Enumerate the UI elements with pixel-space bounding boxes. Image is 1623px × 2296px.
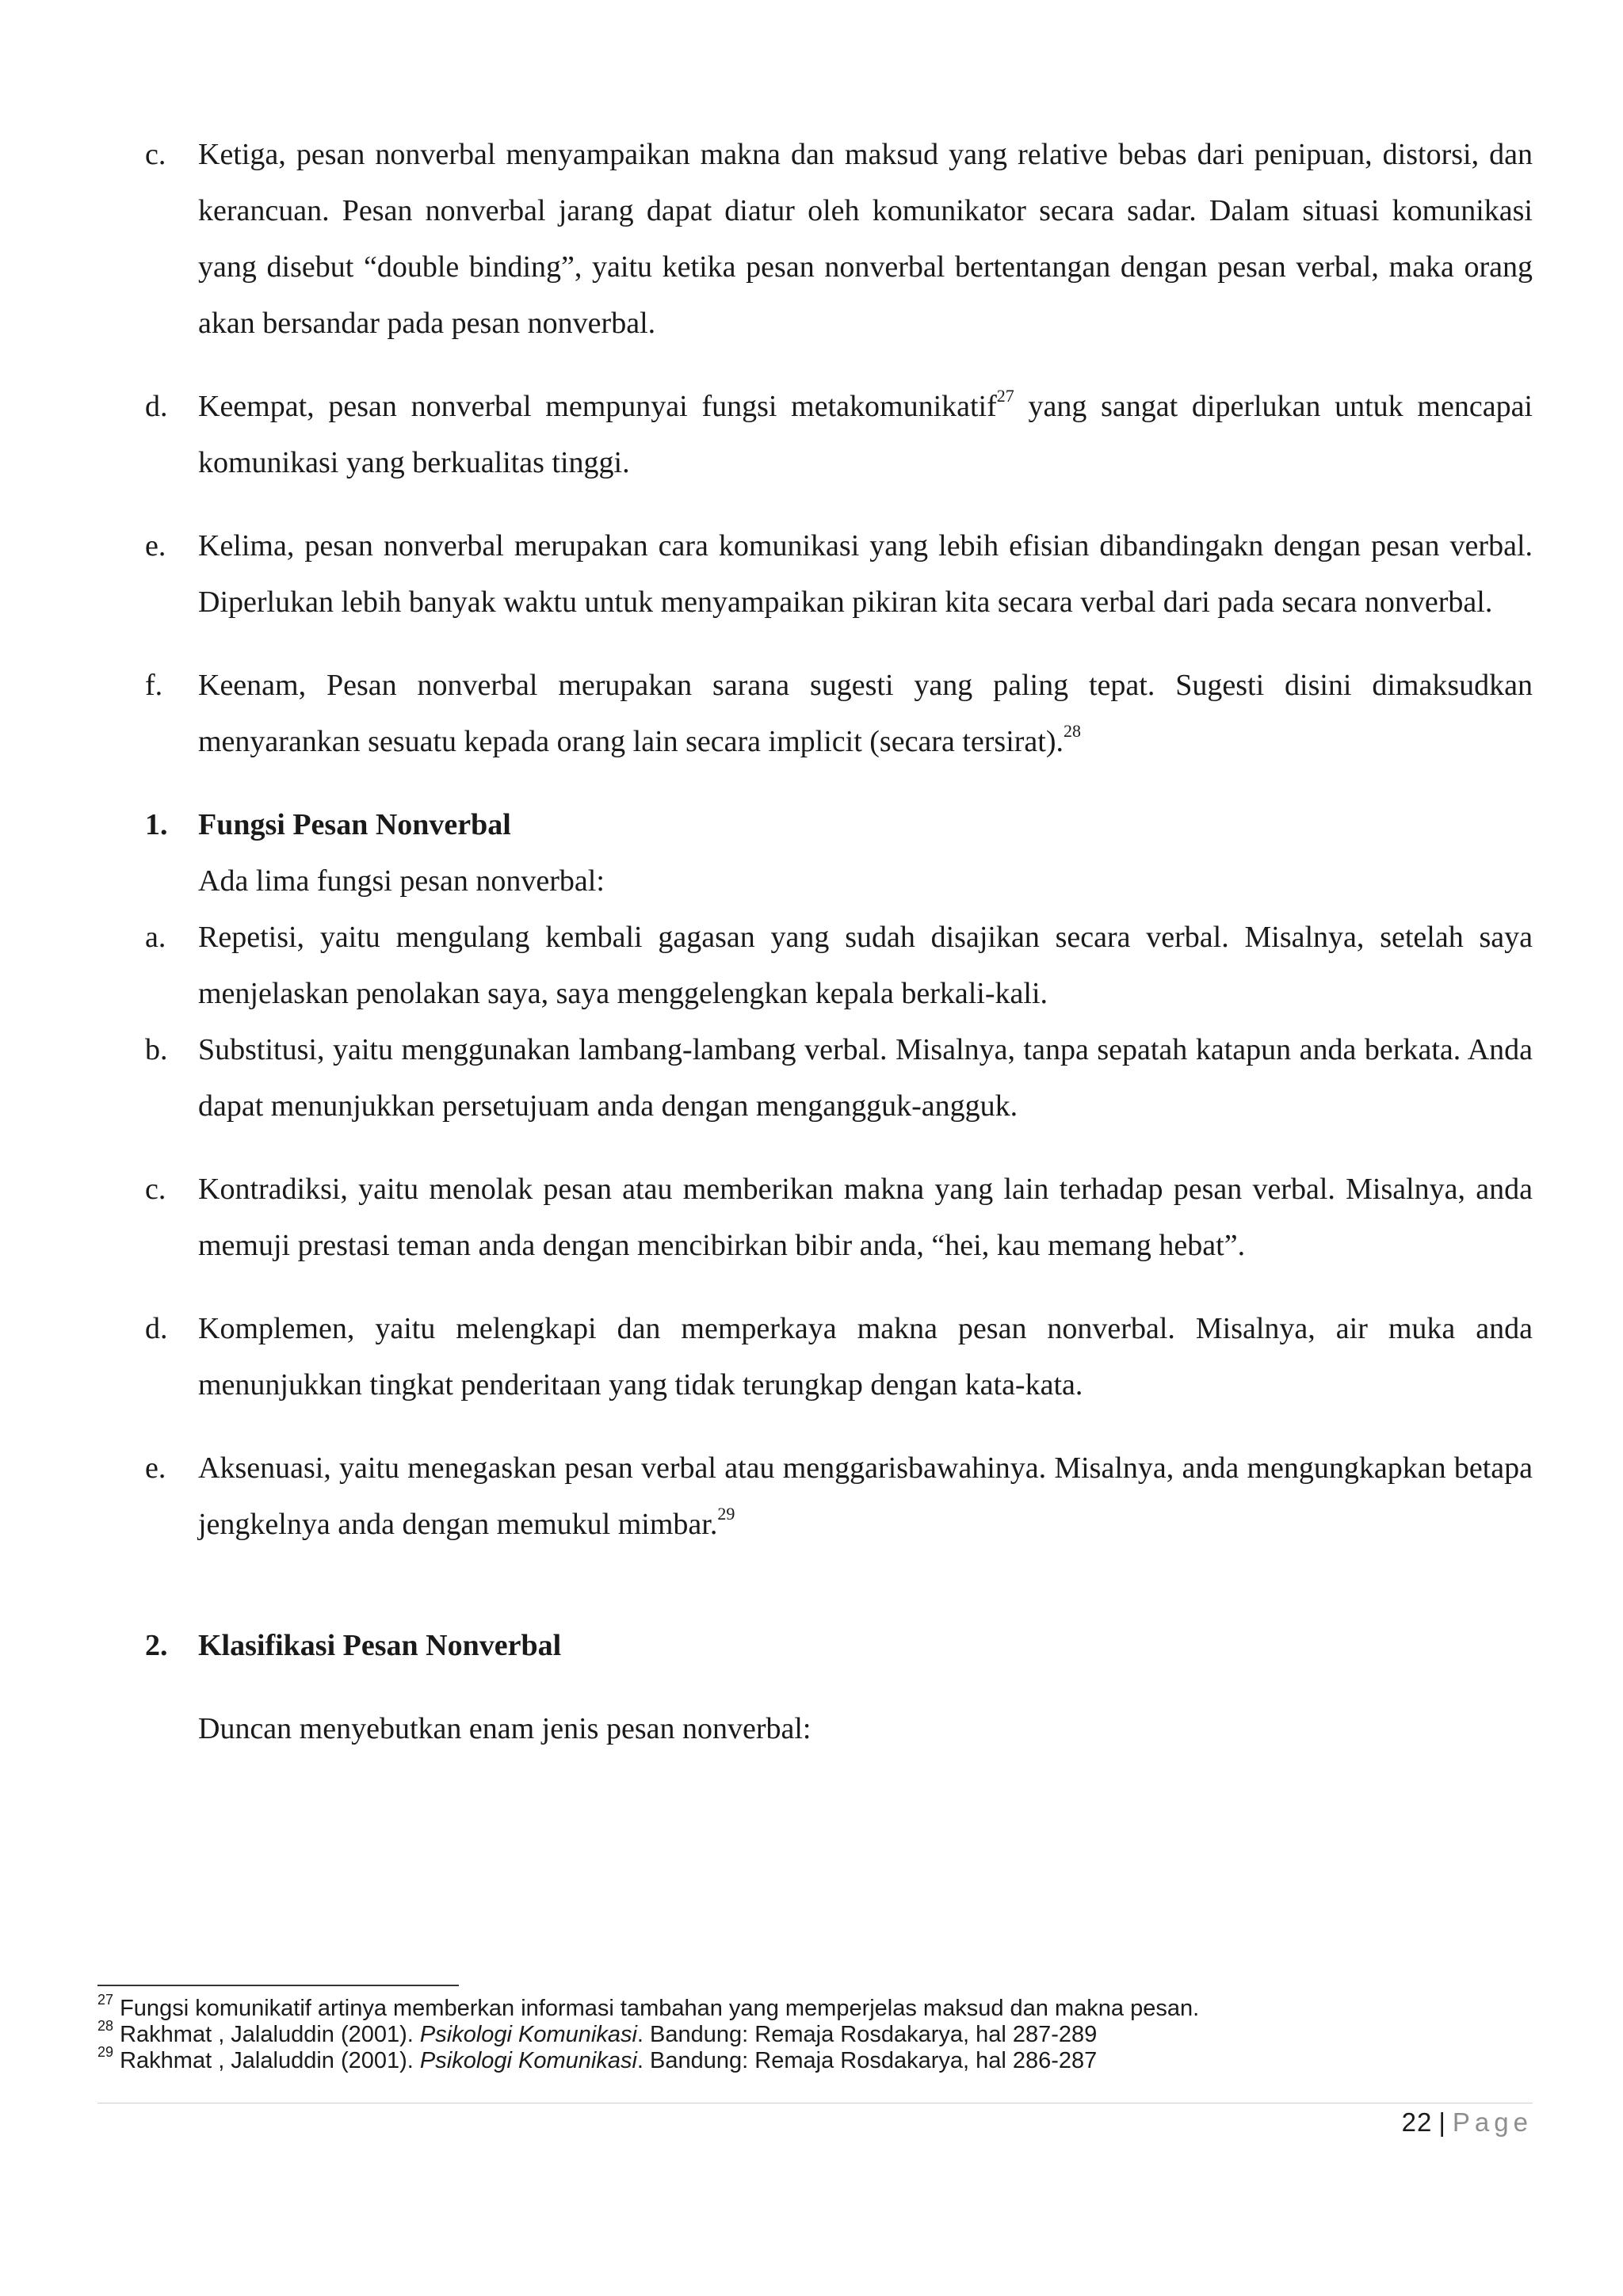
list-marker: c. <box>145 138 166 171</box>
list-text: Kelima, pesan nonverbal merupakan cara komunikasi yang lebih efisian dibandingakn dengan pesan verbal. Diperlukan lebih banyak waktu untuk menyampaikan pikiran kita secara verbal dari pada secara nonverbal. <box>198 529 1533 619</box>
list-marker: b. <box>145 1033 168 1066</box>
spacer <box>145 1674 1533 1701</box>
list-marker: f. <box>145 669 163 702</box>
section-number: 2. <box>145 1629 168 1662</box>
list-item-f <box>145 658 1533 770</box>
section-title: Fungsi Pesan Nonverbal <box>198 808 511 841</box>
function-item-c <box>145 1161 1533 1274</box>
footnote-separator <box>97 1985 459 1986</box>
list-text: Aksenuasi, yaitu menegaskan pesan verbal atau menggarisbawahinya. Misalnya, anda mengungkapkan betapa jengkelnya anda dengan memukul mimbar. <box>198 1451 1533 1541</box>
function-item-a <box>145 910 1533 1022</box>
section-number: 1. <box>145 808 168 841</box>
footnote-text-cont: . Bandung: Remaja Rosdakarya, hal 287-289 <box>636 2022 1098 2047</box>
footnote-27 <box>97 1992 1533 2022</box>
body-text <box>145 127 1533 1757</box>
footnote-book-title: Psikologi Komunikasi <box>419 2022 637 2047</box>
footnotes <box>97 1992 1533 2074</box>
list-text: Keempat, pesan nonverbal mempunyai fungsi metakomunikatif <box>198 390 997 423</box>
list-marker: e. <box>145 529 166 563</box>
footnote-number: 27 <box>97 1992 114 2008</box>
function-item-d <box>145 1301 1533 1413</box>
footnote-book-title: Psikologi Komunikasi <box>419 2048 637 2073</box>
page-footer <box>1402 2107 1533 2138</box>
section-heading-1 <box>145 797 1533 853</box>
footnote-text: Fungsi komunikatif artinya memberkan informasi tambahan yang memperjelas maksud dan makna pesan. <box>120 1996 1200 2021</box>
page-number: 22 <box>1401 2107 1433 2137</box>
list-text: Repetisi, yaitu mengulang kembali gagasan yang sudah disajikan secara verbal. Misalnya, setelah saya menjelaskan penolakan saya, saya menggelengkan kepala berkali-kali. <box>198 921 1533 1010</box>
list-marker: c. <box>145 1173 166 1206</box>
footnote-ref-29[interactable]: 29 <box>717 1504 735 1524</box>
section-intro: Ada lima fungsi pesan nonverbal: <box>198 864 605 898</box>
list-marker: d. <box>145 390 168 423</box>
footnote-ref-28[interactable]: 28 <box>1063 721 1081 742</box>
section-heading-2 <box>145 1618 1533 1674</box>
spacer <box>145 1553 1533 1618</box>
footnote-text-cont: . Bandung: Remaja Rosdakarya, hal 286-287 <box>636 2048 1098 2073</box>
page-label: Page <box>1452 2107 1533 2137</box>
list-marker: d. <box>145 1312 168 1345</box>
list-item-d <box>145 379 1533 491</box>
footer-separator: | <box>1438 2107 1446 2137</box>
list-text: Komplemen, yaitu melengkapi dan memperkaya makna pesan nonverbal. Misalnya, air muka anda menunjukkan tingkat penderitaan yang tidak terungkap dengan kata-kata. <box>198 1312 1533 1402</box>
list-text-cont: yang sangat diperlukan untuk mencapai komunikasi yang berkualitas tinggi. <box>198 390 1533 479</box>
list-text: Substitusi, yaitu menggunakan lambang-lambang verbal. Misalnya, tanpa sepatah katapun anda berkata. Anda dapat menunjukkan persetujuam anda dengan mengangguk-angguk. <box>198 1033 1533 1123</box>
function-item-b <box>145 1022 1533 1135</box>
footnote-text: Rakhmat , Jalaluddin (2001). <box>120 2022 420 2047</box>
list-item-c <box>145 127 1533 352</box>
footnote-text: Rakhmat , Jalaluddin (2001). <box>120 2048 420 2073</box>
list-marker: a. <box>145 921 166 954</box>
footnote-ref-27[interactable]: 27 <box>996 386 1014 406</box>
list-text: Keenam, Pesan nonverbal merupakan sarana sugesti yang paling tepat. Sugesti disini dimaksudkan menyarankan sesuatu kepada orang lain secara implicit (secara tersirat). <box>198 669 1533 758</box>
section-title: Klasifikasi Pesan Nonverbal <box>198 1629 562 1662</box>
list-marker: e. <box>145 1451 166 1485</box>
list-item-e <box>145 518 1533 631</box>
footnote-number: 28 <box>97 2018 114 2035</box>
footnote-28 <box>97 2018 1533 2048</box>
section-intro: Duncan menyebutkan enam jenis pesan nonverbal: <box>198 1712 812 1745</box>
function-item-e <box>145 1440 1533 1553</box>
footnote-29 <box>97 2044 1533 2074</box>
list-text: Kontradiksi, yaitu menolak pesan atau memberikan makna yang lain terhadap pesan verbal. Misalnya, anda memuji prestasi teman anda dengan mencibirkan bibir anda, “hei, kau memang hebat”. <box>198 1173 1533 1262</box>
list-text: Ketiga, pesan nonverbal menyampaikan makna dan maksud yang relative bebas dari penipuan, distorsi, dan kerancuan. Pesan nonverbal jarang dapat diatur oleh komunikator secara sadar. Dalam situasi komunikasi yang disebut “double binding”, yaitu ketika pesan nonverbal bertentangan dengan pesan verbal, maka orang akan bersandar pada pesan nonverbal. <box>198 138 1533 340</box>
footnote-number: 29 <box>97 2044 114 2061</box>
